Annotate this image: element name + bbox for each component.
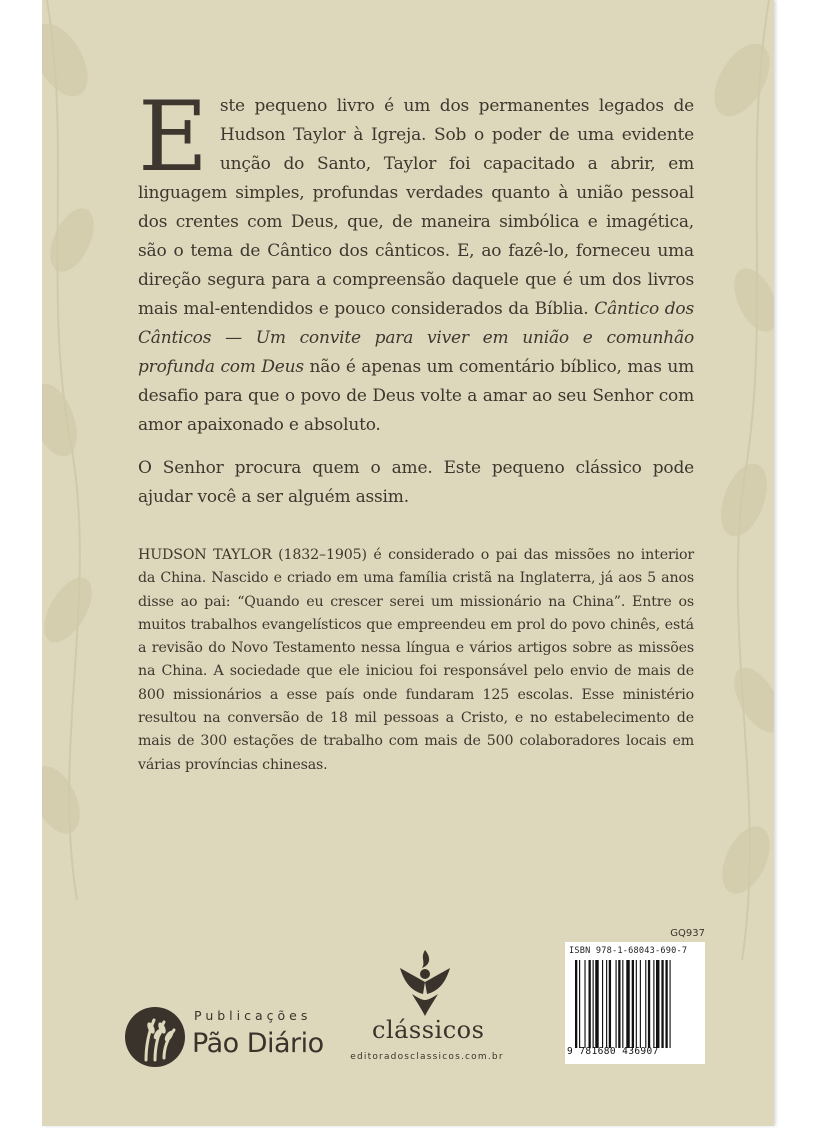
description-closing: O Senhor procura quem o ame. Este pequeno clássico pode ajudar você a ser alguém assim.	[138, 458, 694, 507]
publisher-logo-classicos	[342, 948, 512, 1078]
publisher-logo-pao-diario	[124, 1002, 354, 1082]
book-title-italic: Cântico dos Cânticos — Um convite para viver em união e comunhão profunda com Deus	[138, 299, 694, 377]
classicos-wordmark: clássicos	[372, 1016, 485, 1044]
barcode-sticker	[565, 942, 705, 1064]
barcode-bars	[575, 960, 699, 1048]
description-text: ste pequeno livro é um dos permanentes legados de Hudson Taylor à Igreja. Sob o poder de uma evidente unção do Santo, Taylor foi capacitado a abrir, em linguagem simples, profundas verdades quanto à união pessoal dos crentes com Deus, que, de maneira simbólica e imagética, são o tema de Cântico dos cânticos. E, ao fazê-lo, forneceu uma direção segura para a compreensão daquele que é um dos livros mais mal-entendidos e pouco considerados da Bíblia.	[138, 96, 694, 319]
angel-flame-icon	[392, 948, 458, 1018]
wheat-circle-icon	[124, 1006, 186, 1068]
author-bio-text: HUDSON TAYLOR (1832–1905) é considerado o pai das missões no interior da China. Nascido e criado em uma família cristã na Inglaterra, já aos 5 anos disse ao pai: “Quando eu crescer serei um missionário na China”. Entre os muitos trabalhos evangelísticos que empreendeu em prol do povo chinês, está a revisão do Novo Testamento nessa língua e vários artigos sobre as missões na China. A sociedade que ele iniciou foi responsável pelo envio de mais de 800 missionários a esse país onde fundaram 125 escolas. Esse ministério resultou na conversão de 18 mil pessoas a Cristo, e no estabelecimento de mais de 300 estações de trabalho com mais de 500 colaboradores locais em várias províncias chinesas.	[138, 547, 694, 773]
classicos-website: editoradosclassicos.com.br	[350, 1052, 504, 1062]
drop-cap: E	[138, 81, 208, 193]
author-bio	[138, 544, 694, 777]
description-text-end: não é apenas um comentário bíblico, mas um desafio para que o povo de Deus volte a amar ao seu Senhor com amor apaixonado e absoluto.	[138, 357, 694, 435]
publisher-label-small: Publicações	[194, 1008, 312, 1023]
publisher-label-big: Pão Diário	[192, 1028, 324, 1059]
barcode-block	[565, 928, 705, 1078]
book-description	[138, 81, 694, 512]
barcode-digits: 9 781680 436907	[567, 1046, 659, 1057]
isbn-label: ISBN 978-1-68043-690-7	[569, 946, 688, 956]
product-code: GQ937	[670, 928, 705, 939]
book-back-cover	[42, 0, 774, 1126]
